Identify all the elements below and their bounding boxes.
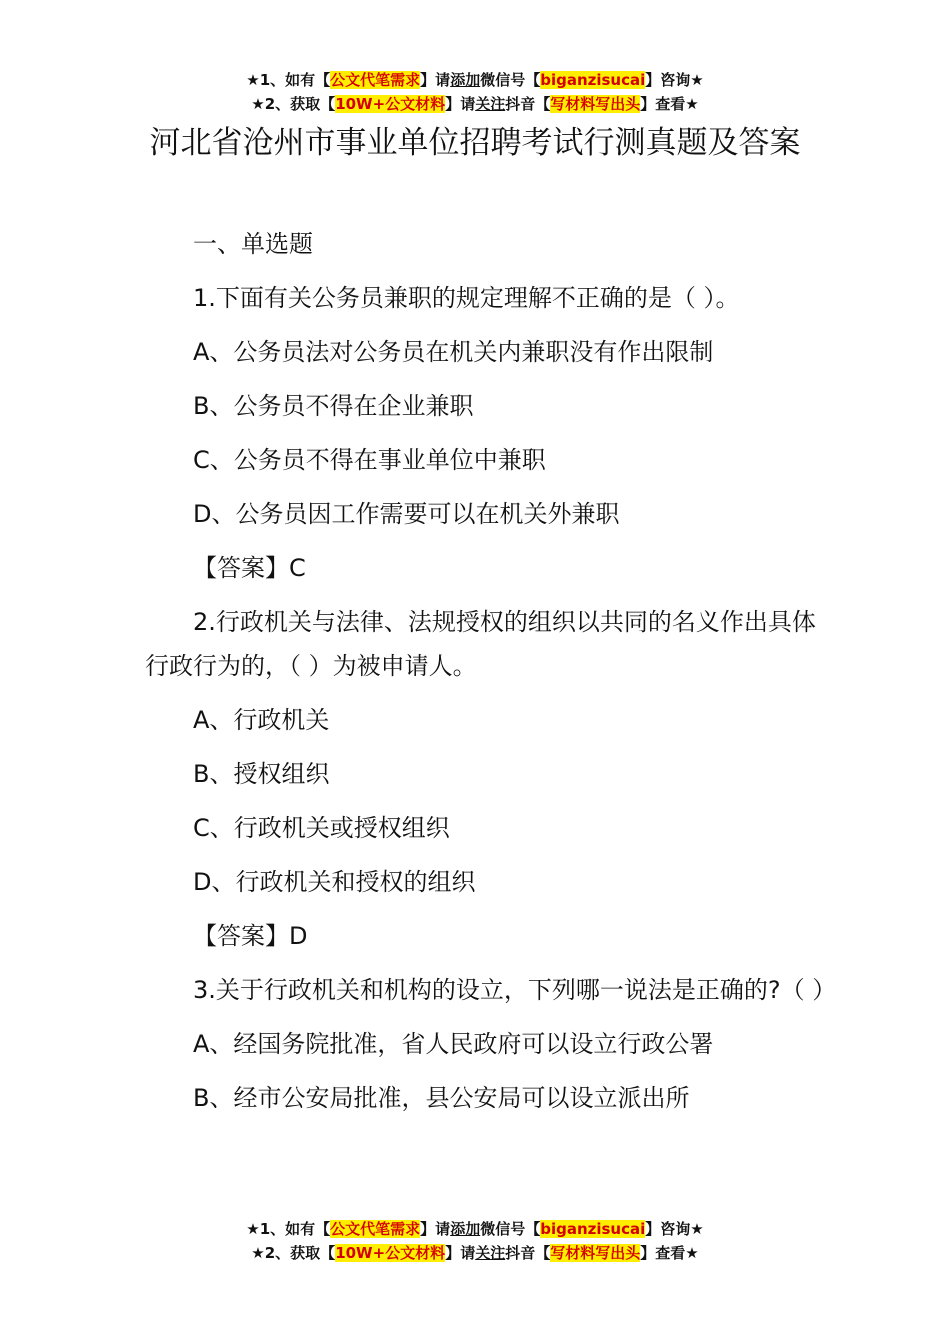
q2-option-c: C、行政机关或授权组织: [193, 814, 450, 842]
promo-underline: 关注: [475, 95, 506, 113]
promo-highlight: 10W+公文材料: [335, 95, 446, 113]
promo-text: 微信号【: [480, 71, 541, 89]
q1-option-b: B、公务员不得在企业兼职: [193, 392, 474, 420]
promo-text: 】查看★: [640, 1244, 699, 1262]
q2-answer: 【答案】D: [193, 922, 308, 950]
promo-text: 】咨询★: [645, 71, 704, 89]
promo-highlight: 公文代笔需求: [330, 1220, 421, 1238]
promo-text: ★1、如有【: [246, 1220, 331, 1238]
q2-option-b: B、授权组织: [193, 760, 330, 788]
q2-option-d: D、行政机关和授权的组织: [193, 868, 476, 896]
promo-highlight: 写材料写出头: [550, 95, 641, 113]
promo-highlight: biganzisucai: [540, 1220, 646, 1238]
promo-text: 】咨询★: [645, 1220, 704, 1238]
question-3: 3.关于行政机关和机构的设立，下列哪一说法是正确的?（ ）: [193, 976, 837, 1004]
promo-highlight: 10W+公文材料: [335, 1244, 446, 1262]
promo-line-2: [0, 1241, 950, 1265]
promo-text: 抖音【: [505, 1244, 551, 1262]
promo-text: ★1、如有【: [246, 71, 331, 89]
q3-option-b: B、经市公安局批准，县公安局可以设立派出所: [193, 1084, 690, 1112]
promo-highlight: biganzisucai: [540, 71, 646, 89]
promo-banner-top: [0, 68, 950, 116]
promo-underline: 添加: [450, 1220, 481, 1238]
promo-line-1: [0, 68, 950, 92]
section-heading: 一、单选题: [193, 230, 313, 258]
promo-text: ★2、获取【: [251, 1244, 336, 1262]
question-2: 2.行政机关与法律、法规授权的组织以共同的名义作出具体行政行为的，（ ）为被申请人。: [145, 608, 816, 680]
promo-text: 】请: [445, 95, 476, 113]
promo-underline: 关注: [475, 1244, 506, 1262]
document-body: [145, 222, 835, 1130]
page-title: 河北省沧州市事业单位招聘考试行测真题及答案: [149, 125, 801, 161]
q1-answer: 【答案】C: [193, 554, 306, 582]
promo-text: 微信号【: [480, 1220, 541, 1238]
promo-underline: 添加: [450, 71, 481, 89]
promo-text: 】请: [420, 71, 451, 89]
promo-highlight: 写材料写出头: [550, 1244, 641, 1262]
promo-text: 】请: [445, 1244, 476, 1262]
promo-highlight: 公文代笔需求: [330, 71, 421, 89]
promo-banner-bottom: [0, 1217, 950, 1265]
promo-line-1: [0, 1217, 950, 1241]
promo-text: 】请: [420, 1220, 451, 1238]
promo-text: ★2、获取【: [251, 95, 336, 113]
q1-option-c: C、公务员不得在事业单位中兼职: [193, 446, 546, 474]
q3-option-a: A、经国务院批准，省人民政府可以设立行政公署: [193, 1030, 714, 1058]
promo-line-2: [0, 92, 950, 116]
promo-text: 抖音【: [505, 95, 551, 113]
q2-option-a: A、行政机关: [193, 706, 330, 734]
promo-text: 】查看★: [640, 95, 699, 113]
q1-option-d: D、公务员因工作需要可以在机关外兼职: [193, 500, 620, 528]
q1-option-a: A、公务员法对公务员在机关内兼职没有作出限制: [193, 338, 714, 366]
question-1: 1.下面有关公务员兼职的规定理解不正确的是（ ）。: [193, 284, 740, 312]
